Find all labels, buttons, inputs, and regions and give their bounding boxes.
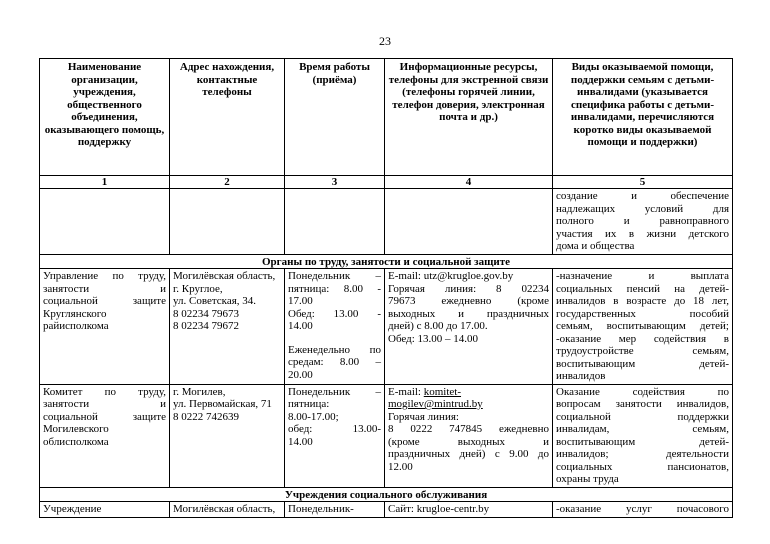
text-line: Обед: 13.00 -	[288, 307, 381, 320]
text-line: надлежащих условий для	[556, 202, 729, 215]
text-line: вопросам занятости инвалидов,	[556, 398, 729, 410]
text-line: социальной защите	[43, 410, 166, 423]
continued-help-cell	[553, 189, 733, 255]
text-line: трудоустройстве семьям,	[556, 345, 729, 357]
text-line: средам: 8.00 –	[288, 356, 381, 368]
phone-number: 8 02234 79672	[173, 320, 239, 332]
text-line: 20.00	[288, 368, 313, 381]
text-line: занятости и	[43, 398, 166, 410]
text-line: 17.00	[288, 295, 313, 307]
column-number: 1	[40, 176, 170, 189]
phone-number: 8 02234 79673	[173, 307, 239, 320]
header-row	[40, 59, 733, 176]
text-line: Могилевского	[43, 423, 109, 435]
hours-cell	[285, 269, 385, 385]
help-cell: -оказание услуг почасового	[553, 502, 733, 518]
text-line: пятница:	[288, 398, 330, 410]
column-number: 3	[285, 176, 385, 189]
text-line: 8.00-17.00;	[288, 410, 339, 423]
email-link[interactable]: E-mail: utz@krugloe.gov.by	[388, 270, 514, 282]
text-line: пятница: 8.00 -	[288, 282, 381, 295]
text-line: инвалидов	[556, 370, 606, 382]
column-numbers-row	[40, 176, 733, 189]
email-link[interactable]	[388, 386, 549, 399]
text-line: Еженедельно по	[288, 343, 381, 356]
text-line: семьям, воспитывающим детей;	[556, 320, 729, 332]
text-line: -назначение и выплата	[556, 270, 729, 282]
address-cell	[170, 269, 285, 385]
text-line: обед: 13.00-	[288, 423, 381, 435]
header-organization: Наименование организации, учреждения, общественного объединения, оказывающего помощь, поддержку	[40, 59, 170, 176]
text-line: Горячая линия:	[388, 410, 459, 423]
section-title: Учреждения социального обслуживания	[40, 487, 733, 502]
info-cell	[385, 384, 553, 487]
text-line: участия их в жизни детского	[556, 227, 729, 240]
text-line: райисполкома	[43, 320, 109, 332]
text-line: социальной защите	[43, 295, 166, 307]
text-line: 12.00	[388, 460, 413, 473]
hours-cell	[285, 384, 385, 487]
text-line: 8 0222 747845 ежедневно	[388, 423, 549, 435]
phone-number: 8 0222 742639	[173, 410, 239, 423]
email-label-part: E-mail: komitet-	[388, 385, 462, 398]
text-line: 79673 ежедневно (кроме	[388, 295, 549, 307]
header-info: Информационные ресурсы, телефоны для экстренной связи (телефоны горячей линии, телефон доверия, электронная почта и др.)	[385, 59, 553, 176]
table-row	[40, 269, 733, 385]
text-line: полного и равноправного	[556, 215, 729, 227]
text-line: 14.00	[288, 435, 313, 448]
section-row-labor	[40, 254, 733, 269]
help-cell	[553, 269, 733, 385]
text-line: Оказание содействия по	[556, 385, 729, 398]
text-line: Комитет по труду,	[43, 385, 166, 398]
text-line: инвалидов в возрасте до 18 лет,	[556, 295, 729, 307]
text-line: -оказание мер содействия в	[556, 332, 729, 345]
column-number: 2	[170, 176, 285, 189]
table-row	[40, 384, 733, 487]
org-cell	[40, 269, 170, 385]
header-address: Адрес нахождения, контактные телефоны	[170, 59, 285, 176]
text-line: 14.00	[288, 320, 313, 332]
text-line: Могилёвская область,	[173, 270, 276, 282]
text-line: дома и общества	[556, 240, 635, 252]
text-line: праздничных дней) с 9.00 до	[388, 448, 549, 460]
page-number: 23	[379, 34, 391, 48]
table-row	[40, 502, 733, 518]
text-line: инвалидов; деятельности	[556, 448, 729, 460]
text-line: Круглянского	[43, 307, 107, 320]
text-line: Обед: 13.00 – 14.00	[388, 332, 479, 345]
text-line: Горячая линия: 8 02234	[388, 282, 549, 295]
info-cell: Сайт: krugloe-centr.by	[385, 502, 553, 518]
column-number: 5	[553, 176, 733, 189]
continued-row	[40, 189, 733, 255]
text-line: Понедельник –	[288, 270, 381, 282]
text-line: (кроме выходных и	[388, 435, 549, 448]
text-line: воспитывающим детей-	[556, 435, 729, 448]
text-line: ул. Первомайская, 71	[173, 398, 272, 410]
section-row-social	[40, 487, 733, 502]
text-line: социальных пансионатов,	[556, 460, 729, 473]
column-number: 4	[385, 176, 553, 189]
email-link-continued[interactable]: mogilev@mintrud.by	[388, 398, 483, 410]
header-hours: Время работы (приёма)	[285, 59, 385, 176]
text-line: г. Могилев,	[173, 385, 226, 398]
text-line: дней) с 8.00 до 17.00.	[388, 320, 488, 332]
address-cell	[170, 384, 285, 487]
section-title: Органы по труду, занятости и социальной защите	[40, 254, 733, 269]
text-line: г. Круглое,	[173, 282, 223, 295]
text-line: выходных и праздничных	[388, 307, 549, 320]
services-table	[39, 58, 733, 518]
info-cell	[385, 269, 553, 385]
text-line: социальной поддержки	[556, 410, 729, 423]
text-line: социальных пенсий на детей-	[556, 282, 729, 295]
text-line: охраны труда	[556, 473, 619, 485]
text-line: создание и обеспечение	[556, 190, 729, 202]
text-line: облисполкома	[43, 435, 109, 448]
header-help: Виды оказываемой помощи, поддержки семьям с детьми-инвалидами (указывается специфика работы с детьми-инвалидами, перечисляются коротко виды оказываемой помощи и поддержки)	[553, 59, 733, 176]
org-cell	[40, 384, 170, 487]
text-line: Управление по труду,	[43, 270, 166, 282]
help-cell	[553, 384, 733, 487]
org-cell: Учреждение	[40, 502, 170, 518]
text-line: Понедельник –	[288, 385, 381, 398]
text-line: ул. Советская, 34.	[173, 295, 257, 307]
hours-cell: Понедельник-	[285, 502, 385, 518]
text-line: воспитывающим детей-	[556, 357, 729, 370]
text-line: занятости и	[43, 282, 166, 295]
address-cell: Могилёвская область,	[170, 502, 285, 518]
text-line: инвалидам, семьям,	[556, 423, 729, 435]
text-line: государственных пособий	[556, 307, 729, 320]
